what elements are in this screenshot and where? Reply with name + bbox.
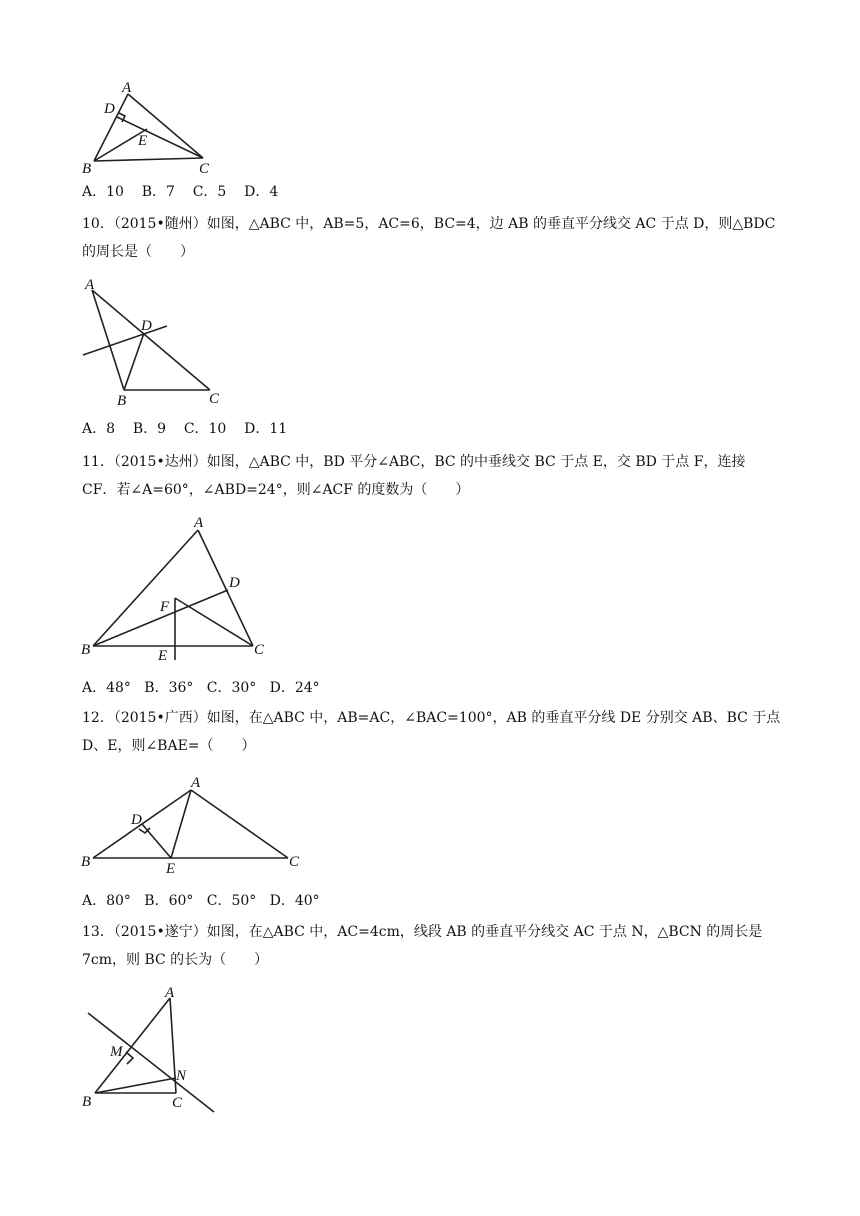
label-m: M [110,1044,123,1060]
label-f: F [160,599,170,615]
label-e: E [158,648,168,664]
label-b: B [81,642,91,658]
label-c: C [199,161,210,177]
label-a: A [194,515,204,531]
label-a: A [85,277,95,293]
label-a: A [122,80,132,96]
segment-ab [92,290,124,390]
label-a: A [165,985,175,1001]
segment-ab [95,998,170,1093]
q12-figure [80,770,310,880]
segment-de [142,824,171,858]
label-b: B [82,161,92,177]
q10-figure [80,274,220,410]
segment-dc [117,117,203,158]
label-b: B [81,854,91,870]
q12-options: A．80° B．60° C．50° D．40° [82,893,320,909]
segment-ab [93,530,198,646]
right-angle-mark [126,1052,133,1064]
label-a: A [191,775,201,791]
q11-text: 11．（2015•达州）如图，△ABC 中，BD 平分∠ABC，BC 的中垂线交 BC 于点 E，交 BD 于点 F，连接 CF．若∠A=60°，∠ABD=24°，则∠ACF 的度数为（ ） [82,454,746,498]
perpendicular-bisector [88,1013,214,1112]
segment-bd [124,333,144,390]
segment-ac [191,790,288,858]
q13-text: 13．（2015•遂宁）如图，在△ABC 中，AC=4cm，线段 AB 的垂直平分线交 AC 于点 N，△BCN 的周长是 7cm，则 BC 的长为（ ） [82,924,763,968]
label-e: E [166,861,176,877]
q13-figure [80,980,220,1115]
q10-options: A．8 B．9 C．10 D．11 [82,421,288,437]
label-e: E [138,133,148,149]
label-c: C [172,1095,183,1111]
segment-bn [95,1078,176,1093]
label-c: C [254,642,265,658]
label-d: D [141,318,152,334]
label-b: B [117,393,127,409]
q10-text: 10．（2015•随州）如图，△ABC 中，AB=5，AC=6，BC=4，边 AB 的垂直平分线交 AC 于点 D，则△BDC 的周长是（ ） [82,216,776,260]
q9-figure [80,78,220,178]
q9-options: A．10 B．7 C．5 D．4 [82,184,279,200]
perpendicular-bisector [83,326,167,355]
q11-options: A．48° B．36° C．30° D．24° [82,680,320,696]
label-d: D [229,575,240,591]
label-c: C [289,854,300,870]
segment-bc [94,158,203,161]
segment-ac [92,290,210,390]
label-d: D [104,101,115,117]
label-c: C [209,391,220,407]
q11-figure [80,510,270,665]
label-b: B [82,1094,92,1110]
label-n: N [176,1068,187,1084]
q12-text: 12．（2015•广西）如图，在△ABC 中，AB=AC，∠BAC=100°，AB 的垂直平分线 DE 分别交 AB、BC 于点 D、E，则∠BAE=（ ） [82,710,781,754]
segment-ae [171,790,191,858]
label-d: D [131,812,142,828]
